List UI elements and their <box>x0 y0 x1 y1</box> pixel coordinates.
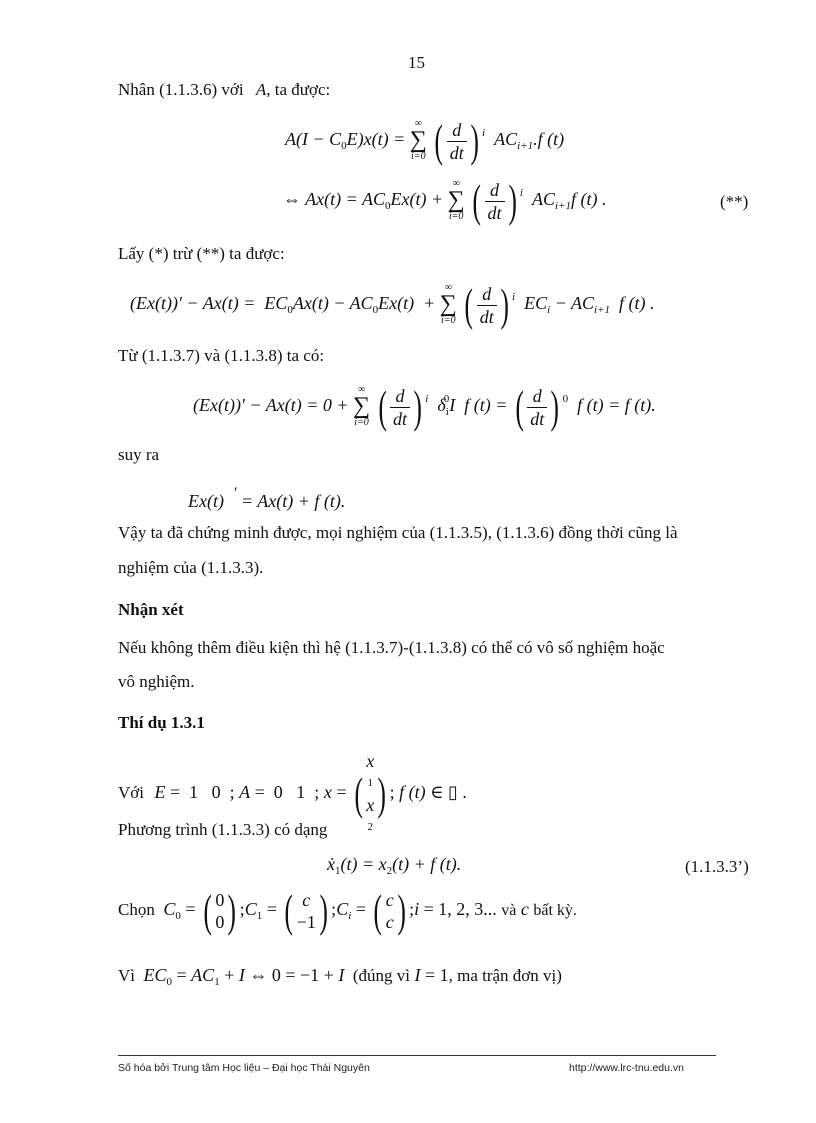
since-word: Vì <box>118 966 135 985</box>
footer-left: Số hóa bởi Trung tâm Học liệu – Đại học Thái Nguyên <box>118 1062 370 1074</box>
equation-2: $(Ex(t))' - Ax(t) = EC_0Ax(t) - AC_0Ex(t)$ + ∞ ∑ i=0 ( $\frac{d}{dt}$ ) $^i$ $EC_i - AC_{i+1}$ f (t) . <box>130 279 655 330</box>
equation-label-dstar: (**) <box>720 192 749 211</box>
intro-text: Nhân (1.1.3.6) với <box>118 80 244 99</box>
example-equation-intro: Phương trình (1.1.3.3) có dạng <box>118 820 328 839</box>
paragraph-intro <box>118 79 330 101</box>
equation-1b: ⇔ $Ax(t) = AC_0Ex(t)$ + ∞ ∑ i=0 ( $\frac{d}{dt}$ ) $^i$ $AC_{i+1}f$ (t) . <box>283 175 607 226</box>
example-with: Với <box>118 783 144 803</box>
page-number: 15 <box>408 53 425 72</box>
since-identity: , ma trận đơn vị) <box>448 966 562 985</box>
remark-line-1: Nếu không thêm điều kiện thì hệ (1.1.3.7)-(1.1.3.8) có thể có vô số nghiệm hoặc <box>118 638 665 657</box>
intro-tail: , ta được: <box>266 80 331 99</box>
paragraph-from: Từ (1.1.3.7) và (1.1.3.8) ta có: <box>118 346 325 365</box>
choose-any: bất kỳ. <box>533 902 577 920</box>
choose-word: Chọn <box>118 900 155 920</box>
equation-4: Ex(t) ′ = Ax(t) + f (t). <box>188 485 346 511</box>
equation-example-number: (1.1.3.3’) <box>685 857 749 876</box>
footer-divider <box>118 1055 716 1056</box>
equation-1a: $A(I - C_0E)x(t)$ = ∞ ∑ i=0 ( $\frac{d}{dt}$ ) $^i$ $AC_{i+1}.f$ (t) <box>285 115 565 166</box>
paragraph-proved-1: Vậy ta đã chứng minh được, mọi nghiệm của (1.1.3.5), (1.1.3.6) đồng thời cũng là <box>118 523 678 542</box>
remark-heading: Nhận xét <box>118 600 184 619</box>
paragraph-subtract: Lấy (*) trừ (**) ta được: <box>118 244 285 263</box>
intro-var: A <box>255 80 267 99</box>
equation-example: ẋ$_1$(t) = $x_2(t) + f$ (t). <box>327 854 462 877</box>
remark-line-2: vô nghiệm. <box>118 672 195 691</box>
choose-line: Chọn $C_0$ = ( 0 0 ) $;C_1$ = ( c −1 ) $;C_i$ = ( c c ) ;i = 1, 2, 3... và c bất kỳ. <box>118 885 577 936</box>
example-definition: Với E = 1 0 ; A = 0 1 ; x = ( x 1 x 2 ) ; f (t) ∈ ▯ . <box>118 751 467 833</box>
since-line: Vì $EC_0 = AC_1 + I$ ⇔ 0 = −1 + I (đúng vì I = 1, ma trận đơn vị) <box>118 965 562 988</box>
since-because: (đúng vì <box>352 966 410 985</box>
example-heading: Thí dụ 1.3.1 <box>118 713 205 732</box>
footer-url[interactable]: http://www.lrc-tnu.edu.vn <box>569 1062 684 1074</box>
paragraph-hence: suy ra <box>118 445 160 464</box>
equation-3: (Ex(t))′ − Ax(t) = 0 + ∞ ∑ i=0 ( $\frac{d}{dt}$ ) $^i$ $\delta_i^0I$ f (t) = ( $\frac{d}{dt}$ ) $^0$ f (t) = f (t). <box>193 381 656 432</box>
choose-and: và <box>501 902 517 920</box>
paragraph-proved-2: nghiệm của (1.1.3.3). <box>118 558 264 577</box>
